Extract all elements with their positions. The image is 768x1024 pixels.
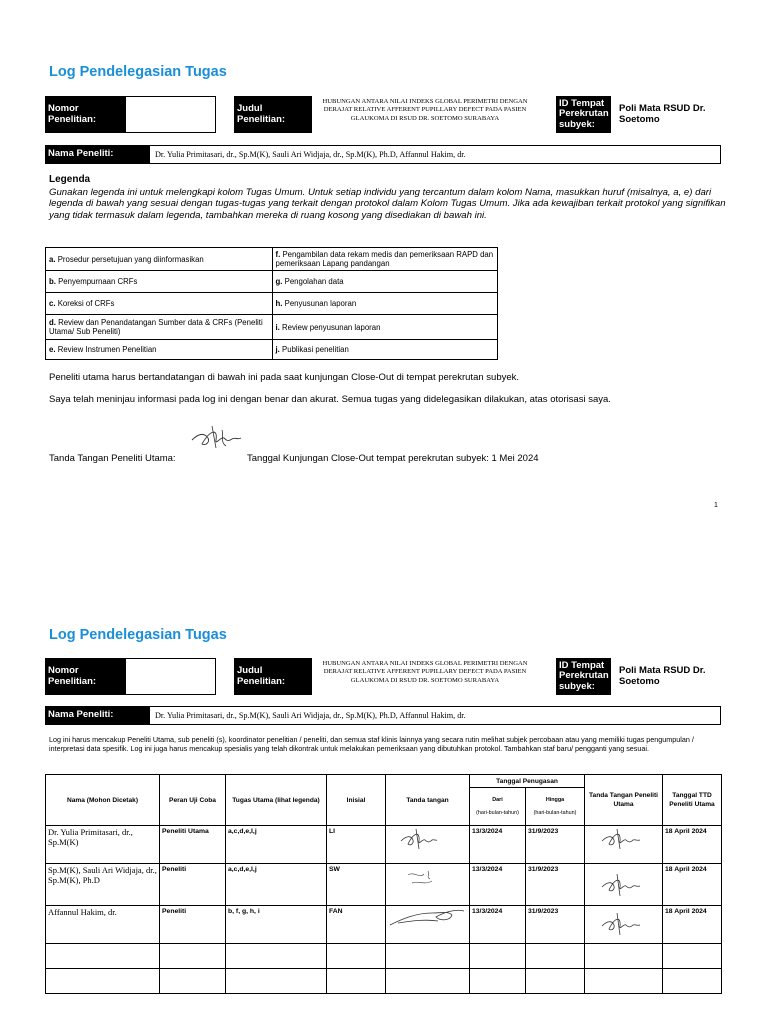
nama-peneliti-label-2: Nama Peneliti:: [45, 706, 149, 725]
col-peran: Peran Uji Coba: [160, 775, 226, 826]
cell-inisial: [327, 944, 386, 969]
cell-peran: [160, 944, 226, 969]
legend-item-g: g. Pengolahan data: [272, 271, 497, 293]
table-row: [46, 826, 722, 864]
legend-item-i: i. Review penyusunan laporan: [272, 315, 497, 340]
cell-peran: Peneliti Utama: [160, 826, 226, 864]
id-tempat-label: ID Tempat Perekrutan subyek:: [556, 96, 611, 133]
cell-hingga: 31/9/2023: [526, 864, 585, 906]
cell-signature: [386, 864, 470, 906]
cell-dari: 13/3/2024: [470, 826, 526, 864]
cell-signature: [386, 826, 470, 864]
page-title: Log Pendelegasian Tugas: [49, 64, 227, 80]
col-ttd-peneliti-utama: Tanda Tangan Peneliti Utama: [585, 775, 663, 826]
judul-value: HUBUNGAN ANTARA NILAI INDEKS GLOBAL PERIMETRI DENGAN DERAJAT RELATIVE AFFERENT PUPILLARY DEFECT PADA PASIEN GLAUKOMA DI RSUD DR. SOETOMO SURABAYA: [312, 96, 538, 133]
cell-tugas: a,c,d,e,I,j: [226, 826, 327, 864]
table-row: [46, 864, 722, 906]
col-tugas: Tugas Utama (lihat legenda): [226, 775, 327, 826]
cell-nama: [46, 969, 160, 994]
nomor-label: Nomor Penelitian:: [45, 96, 125, 133]
id-tempat-value: Poli Mata RSUD Dr. Soetomo: [619, 103, 706, 125]
cell-nama: Affannul Hakim, dr.: [46, 906, 160, 944]
table-row: [46, 969, 722, 994]
cell-signature: [386, 944, 470, 969]
cell-nama: Sp.M(K), Sauli Ari Widjaja, dr., Sp.M(K), Ph.D: [46, 864, 160, 906]
cell-peran: Peneliti: [160, 864, 226, 906]
closeout-line-2: Saya telah meninjau informasi pada log ini dengan benar dan akurat. Semua tugas yang didelegasikan dilakukan, atas otorisasi saya.: [49, 394, 611, 405]
nama-peneliti-label: Nama Peneliti:: [45, 145, 149, 164]
legend-item-c: c. Koreksi of CRFs: [46, 293, 273, 315]
cell-nama: Dr. Yulia Primitasari, dr., Sp.M(K): [46, 826, 160, 864]
legend-item-b: b. Penyempurnaan CRFs: [46, 271, 273, 293]
cell-inisial: SW: [327, 864, 386, 906]
col-dari: Dari (hari-bulan-tahun): [470, 788, 526, 826]
signature-image: [599, 871, 643, 901]
signature-image: [398, 827, 438, 853]
signature-image: [388, 907, 466, 929]
closeout-visit-date: Tanggal Kunjungan Close-Out tempat perekrutan subyek: 1 Mei 2024: [247, 453, 539, 464]
signature-image: [404, 865, 444, 889]
nomor-value-2: [125, 658, 216, 695]
col-tanggal-ttd: Tanggal TTD Peneliti Utama: [663, 775, 722, 826]
signature-image: [599, 827, 643, 853]
cell-tanggal: 18 April 2024: [663, 906, 722, 944]
cell-ttd-utama: [585, 826, 663, 864]
cell-dari: 13/3/2024: [470, 864, 526, 906]
cell-inisial: [327, 969, 386, 994]
cell-tugas: a,c,d,e,I,j: [226, 864, 327, 906]
page-title-2: Log Pendelegasian Tugas: [49, 627, 227, 643]
nama-peneliti-value-2: Dr. Yulia Primitasari, dr., Sp.M(K), Sauli Ari Widjaja, dr., Sp.M(K), Ph.D, Affannul Hakim, dr.: [149, 706, 721, 725]
cell-hingga: [526, 944, 585, 969]
cell-peran: Peneliti: [160, 906, 226, 944]
cell-hingga: 31/9/2023: [526, 826, 585, 864]
log-intro: Log ini harus mencakup Peneliti Utama, sub peneliti (s), koordinator penelitian / peneliti, dan semua staf klinis lainnya yang secara rutin melihat subjek percobaan atau yang memiliki tugas pengumpulan / interpretasi data spesifik. Log ini juga harus mencakup spesialis yang telah dikontrak untuk melakukan pemeriksaan yang dibutuhkan protokol. Tambahkan staf baru/ pengganti yang sesuai.: [49, 735, 694, 753]
col-inisial: Inisial: [327, 775, 386, 826]
legend-heading: Legenda: [49, 174, 91, 185]
col-tanggal-penugasan: Tanggal Penugasan: [470, 775, 585, 788]
cell-hingga: 31/9/2023: [526, 906, 585, 944]
signature-image: [188, 424, 244, 452]
nomor-value: [125, 96, 216, 133]
cell-ttd-utama: [585, 969, 663, 994]
cell-tugas: [226, 969, 327, 994]
id-tempat-label-2: ID Tempat Perekrutan subyek:: [556, 658, 611, 695]
judul-value-2: HUBUNGAN ANTARA NILAI INDEKS GLOBAL PERIMETRI DENGAN DERAJAT RELATIVE AFFERENT PUPILLARY DEFECT PADA PASIEN GLAUKOMA DI RSUD DR. SOETOMO SURABAYA: [322, 660, 528, 684]
id-tempat-value-2: Poli Mata RSUD Dr. Soetomo: [619, 665, 706, 687]
closeout-line-1: Peneliti utama harus bertandatangan di bawah ini pada saat kunjungan Close-Out di tempat perekrutan subyek.: [49, 372, 520, 383]
legend-instructions: Gunakan legenda ini untuk melengkapi kolom Tugas Umum. Untuk setiap individu yang tercantum dalam kolom Nama, masukkan huruf (misalnya, a, e) dari legenda di bawah yang sesuai dengan tugas-tugas yang terkait dengan protokol dalam Kolom Tugas Umum. Jika ada kewajiban terkait protokol yang signifikan yang tidak termasuk dalam legenda, tambahkan mereka di ruang kosong yang disediakan di bawah ini.: [49, 187, 726, 221]
legend-item-e: e. Review Instrumen Penelitian: [46, 340, 273, 360]
table-row: [46, 906, 722, 944]
col-tanda-tangan: Tanda tangan: [386, 775, 470, 826]
signature-image: [599, 911, 643, 939]
cell-ttd-utama: [585, 906, 663, 944]
legend-item-h: h. Penyusunan laporan: [272, 293, 497, 315]
page-number: 1: [714, 502, 718, 509]
cell-ttd-utama: [585, 864, 663, 906]
cell-tugas: b, f, g, h, i: [226, 906, 327, 944]
cell-ttd-utama: [585, 944, 663, 969]
cell-inisial: FAN: [327, 906, 386, 944]
judul-label-2: Judul Penelitian:: [234, 658, 312, 695]
legend-table: [45, 247, 498, 360]
table-row: [46, 944, 722, 969]
cell-dari: [470, 969, 526, 994]
cell-hingga: [526, 969, 585, 994]
cell-tanggal: [663, 944, 722, 969]
legend-item-j: j. Publikasi penelitian: [272, 340, 497, 360]
cell-inisial: LI: [327, 826, 386, 864]
cell-tanggal: [663, 969, 722, 994]
signature-label: Tanda Tangan Peneliti Utama:: [49, 453, 176, 464]
cell-dari: 13/3/2024: [470, 906, 526, 944]
nama-peneliti-value: Dr. Yulia Primitasari, dr., Sp.M(K), Sauli Ari Widjaja, dr., Sp.M(K), Ph.D, Affannul Hakim, dr.: [149, 145, 721, 164]
delegation-log-table: [45, 774, 722, 994]
col-hingga: Hingga (hari-bulan-tahun): [526, 788, 585, 826]
cell-tanggal: 18 April 2024: [663, 826, 722, 864]
cell-signature: [386, 969, 470, 994]
cell-tanggal: 18 April 2024: [663, 864, 722, 906]
cell-signature: [386, 906, 470, 944]
legend-item-d: d. Review dan Penandatangan Sumber data & CRFs (Peneliti Utama/ Sub Peneliti): [46, 315, 273, 340]
col-nama: Nama (Mohon Dicetak): [46, 775, 160, 826]
nomor-label-2: Nomor Penelitian:: [45, 658, 125, 695]
cell-tugas: [226, 944, 327, 969]
cell-nama: [46, 944, 160, 969]
cell-dari: [470, 944, 526, 969]
legend-item-a: a. Prosedur persetujuan yang diinformasikan: [46, 248, 273, 271]
legend-item-f: f. Pengambilan data rekam medis dan pemeriksaan RAPD dan pemeriksaan Lapang pandangan: [272, 248, 497, 271]
cell-peran: [160, 969, 226, 994]
judul-label: Judul Penelitian:: [234, 96, 312, 133]
